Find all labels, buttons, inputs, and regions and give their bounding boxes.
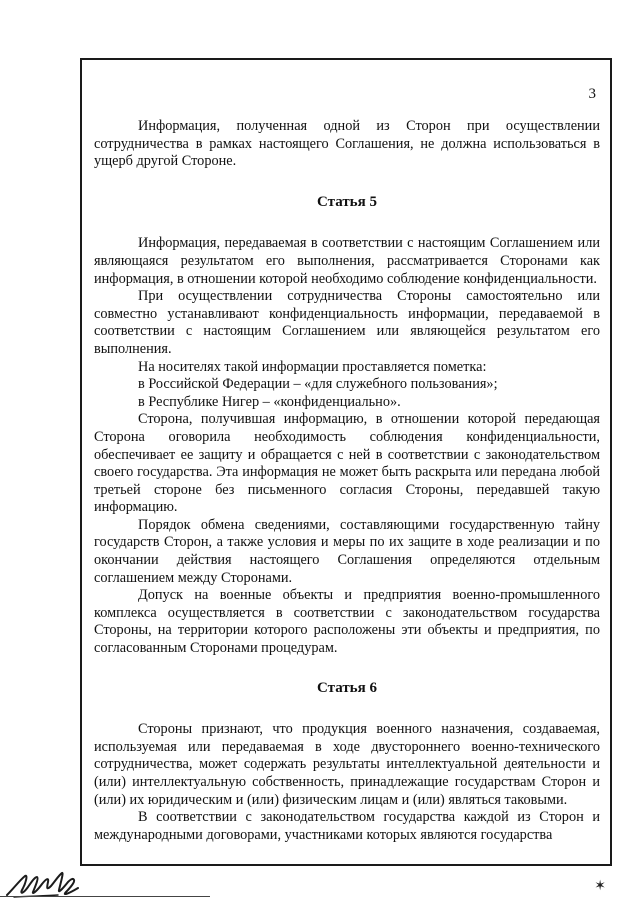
article-5-paragraph-5: в Республике Нигер – «конфиденциально». [138,393,401,410]
article-5-paragraph-3: На носителях такой информации проставляется пометка: [138,358,487,375]
article-5-paragraph-4: в Российской Федерации – «для служебного пользования»; [138,376,498,393]
article-6-title: Статья 6 [317,679,377,696]
article-5-paragraph-7: Порядок обмена сведениями, составляющими государственную тайну государств Сторон, а также условия и меры по их защите в ходе реализации и по окончании действия настоящего Соглашения определяются отдельным соглашением между Сторонами. [94,516,600,586]
page-number: 3 [588,86,596,102]
scan-corner-mark: ✶ [594,879,606,894]
article-5-paragraph-1: Информация, передаваемая в соответствии с настоящим Соглашением или являющаяся результатом его выполнения, рассматривается Сторонами как информация, в отношении которой необходимо соблюдение конфиденциальности. [94,235,600,287]
intro-paragraph: Информация, полученная одной из Сторон при осуществлении сотрудничества в рамках настоящего Соглашения, не должна использоваться в ущерб другой Стороне. [94,118,600,170]
document-page-frame [80,58,612,866]
scan-edge-line [0,896,210,897]
article-5-paragraph-2: При осуществлении сотрудничества Стороны самостоятельно или совместно устанавливают конфиденциальность информации, передаваемой в соответствии с настоящим Соглашением или являющейся результатом его выполнения. [94,288,600,357]
article-5-paragraph-6: Сторона, получившая информацию, в отношении которой передающая Сторона оговорила необходимость соблюдения конфиденциальности, обеспечивает ее защиту и обращается с ней в соответствии с законодательством своего государства. Эта информация не может быть раскрыта или передана любой третьей стороне без письменного согласия Стороны, передавшей такую информацию. [94,411,600,516]
article-5-title: Статья 5 [317,193,377,210]
document-body [94,118,600,844]
article-5-paragraph-8: Допуск на военные объекты и предприятия военно-промышленного комплекса осуществляется в соответствии с законодательством государства Стороны, на территории которого расположены эти объекты и предприятия, по согласованным Сторонами процедурам. [94,587,600,657]
article-6-paragraph-1: Стороны признают, что продукция военного назначения, создаваемая, используемая или передаваемая в ходе двустороннего военно-технического сотрудничества, может содержать результаты интеллектуальной деятельности и (или) интеллектуальную собственность, принадлежащие государствам Сторон и (или) их юридическим и (или) физическим лицам и (или) являться таковыми. [94,721,600,808]
article-6-paragraph-2: В соответствии с законодательством государства каждой из Сторон и международными договорами, участниками которых являются государства [94,809,600,843]
